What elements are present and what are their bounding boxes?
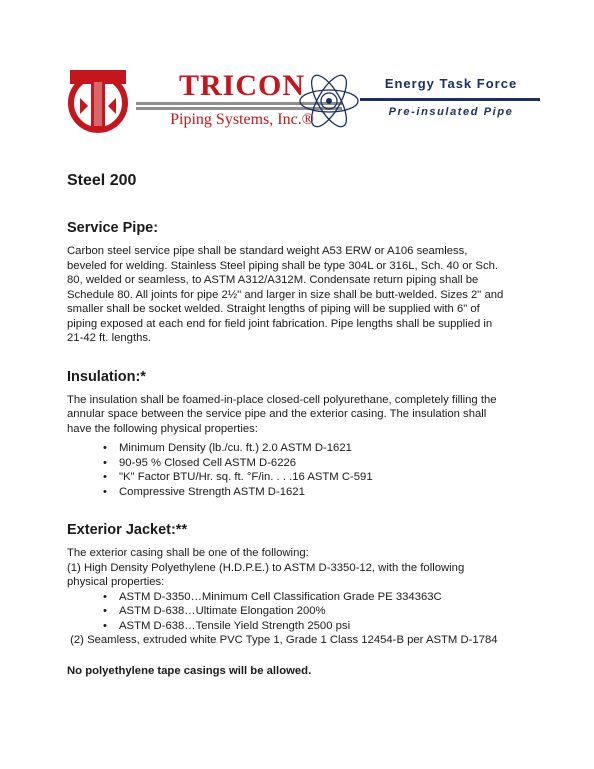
exterior-jacket-heading: Exterior Jacket:** [67,522,188,538]
document-body [67,171,537,700]
final-note: No polyethylene tape casings will be allowed. [67,664,312,677]
text-line: physical properties: [67,576,165,588]
text-line: Carbon steel service pipe shall be standard weight A53 ERW or A106 seamless, [67,245,468,257]
hdpe-properties-list [67,590,537,634]
text-line: 21-42 ft. lengths. [67,332,152,344]
header-logos [66,68,536,134]
list-item: • ASTM D-638…Tensile Yield Strength 2500 psi [119,619,537,634]
text-line: smaller shall be socket welded. Straight lengths of piping will be supplied with 6" of [67,303,480,315]
text-line: annular space between the service pipe and the exterior casing. The insulation shall [67,408,487,420]
text-line: Schedule 80. All joints for pipe 2½" and larger in size shall be butt-welded. Sizes 2" and [67,288,504,301]
text-line: The insulation shall be foamed-in-place closed-cell polyurethane, completely filling the [67,393,497,406]
list-item: • ASTM D-3350…Minimum Cell Classification Grade PE 334363C [119,590,537,605]
list-item: • "K" Factor BTU/Hr. sq. ft. °F/in. . . .16 ASTM C-591 [119,470,537,485]
exterior-jacket-section [67,521,537,678]
etf-logo-subtitle: Pre-insulated Pipe [388,106,514,118]
list-item: • 90-95 % Closed Cell ASTM D-6226 [119,456,537,471]
text-line: have the following physical properties: [67,422,258,435]
atom-orbit-icon [298,68,360,134]
insulation-paragraph [67,393,537,437]
text-line: piping exposed at each end for field joint fabrication. Pipe lengths shall be supplied in [67,317,493,330]
insulation-section [67,368,537,500]
insulation-properties-list [67,441,537,499]
service-pipe-paragraph [67,244,537,346]
etf-logo-text: Energy Task Force [384,76,518,91]
text-line: beveled for welding. Stainless Steel piping shall be type 304L or 316L, Sch. 40 or Sch. [67,259,499,272]
etf-logo-rule [360,98,540,101]
page-title: Steel 200 [67,172,137,189]
exterior-jacket-paragraph [67,546,537,590]
text-line: (1) High Density Polyethylene (H.D.P.E.) to ASTM D-3350-12, with the following [67,561,465,574]
tricon-logo-text: TRICON [178,69,305,102]
list-item: • Minimum Density (lb./cu. ft.) 2.0 ASTM D-1621 [119,441,537,456]
service-pipe-heading: Service Pipe: [67,220,159,236]
tricon-logo-subtitle: Piping Systems, Inc.® [170,111,314,128]
pvc-option-line: (2) Seamless, extruded white PVC Type 1, Grade 1 Class 12454-B per ASTM D-1784 [67,634,498,646]
list-item: • Compressive Strength ASTM D-1621 [119,485,537,500]
tricon-pipe-t-icon [66,68,130,134]
list-item: • ASTM D-638…Ultimate Elongation 200% [119,604,537,619]
text-line: The exterior casing shall be one of the following: [67,547,309,559]
text-line: 80, welded or seamless, to ASTM A312/A312M. Condensate return piping shall be [67,274,479,286]
service-pipe-section [67,219,537,346]
insulation-heading: Insulation:* [67,368,146,385]
